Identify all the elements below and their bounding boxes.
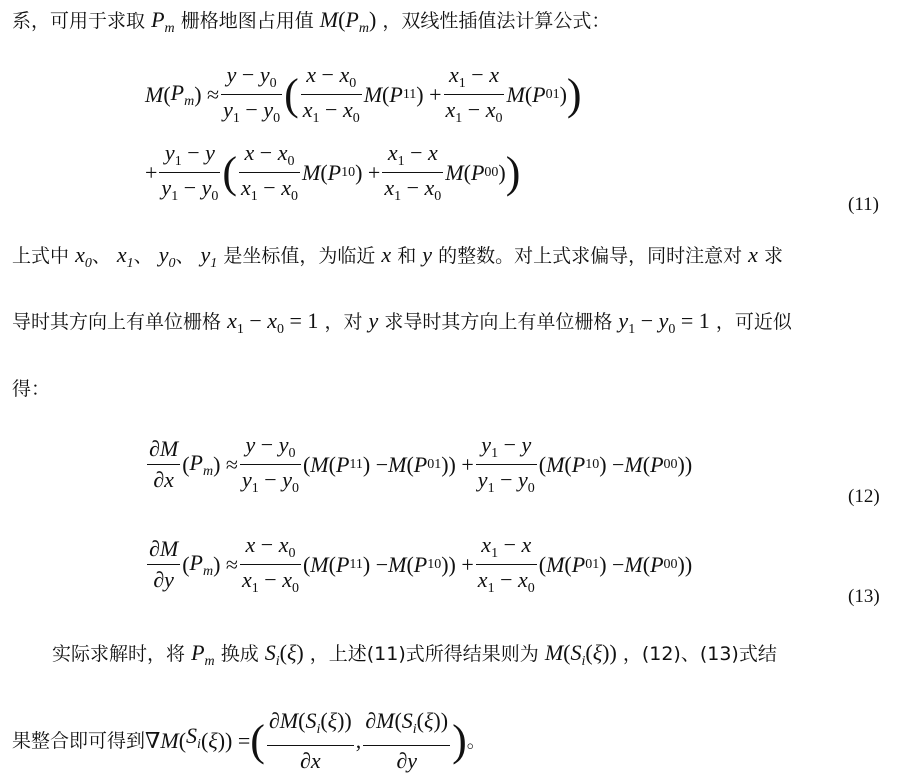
math-inline: x: [381, 242, 392, 267]
math-inline: $S_i(\xi)$: [264, 640, 304, 669]
math-inline: $y_1 - y_0 = 1$: [618, 308, 710, 337]
text-span: ，对: [324, 311, 363, 333]
math-inline: $x_1 - x_0 = 1$: [227, 308, 319, 337]
text-span: ，双线性插值法计算公式：: [382, 10, 611, 32]
text-span: ，上述(11)式所得结果则为: [309, 643, 539, 665]
paragraph-line-4: 得：: [12, 378, 51, 400]
equation-11-line-2: + $\frac{y_1 - y}{y_1 - y_0}$ ( $\frac{x - x_0}{x_1 - x_0}$ M ( P 10 ) + $\frac{x_1 - x}{x_1 - x_0}$ M ( P 00 ) ): [145, 140, 521, 204]
math-inline: y: [368, 308, 379, 333]
text-span: 。: [466, 729, 486, 752]
math-inline: y: [422, 242, 433, 267]
text-span: 换成: [220, 643, 259, 665]
equation-12: $\frac{\partial M}{\partial x}$ ( $P_m$ ) ≈ $\frac{y - y_0}{y_1 - y_0}$ ( M ( P 11 ) − M ( P 01 )) + $\frac{y_1 - y}{y_1 - y_0}$ ( M ( P 10 ) − M ( P 00 )): [149, 432, 693, 496]
equation-11-line-1: M ( $P_m$ ) ≈ $\frac{y - y_0}{y_1 - y_0}$ ( $\frac{x - x_0}{x_1 - x_0}$ M ( P 11 ) + $\frac{x_1 - x}{x_1 - x_0}$ M ( P 01 ) ): [145, 62, 582, 126]
text-span: 导时其方向上有单位栅格: [12, 311, 222, 333]
paragraph-line-3: [12, 309, 792, 342]
paragraph-line-1: [12, 8, 610, 41]
equation-number-11: (11): [848, 194, 879, 215]
text-span: 实际求解时，将: [52, 643, 186, 665]
math-inline: $M(P_m)$: [319, 7, 377, 36]
math-inline: x: [748, 242, 758, 267]
math-inline: $P_m$: [151, 7, 175, 36]
math-inline: $M(S_i(\xi))$: [544, 640, 617, 669]
text-span: ，(12)、(13)式结: [622, 643, 777, 665]
paragraph-line-5: [52, 641, 777, 674]
math-inline: $P_m$: [191, 640, 215, 669]
math-inline: ∇ M ( $S_i$ ( ξ )) = ( $\frac{\partial M(S_i(\xi))}{\partial x}$ , $\frac{\partial M(S_i(\xi))}{\partial y}$ ): [145, 707, 467, 773]
math-inline: $x_1$: [116, 242, 134, 271]
text-span: 是坐标值，为临近: [223, 245, 376, 267]
text-span: 系，可用于求取: [12, 10, 146, 32]
paragraph-line-6: [12, 706, 486, 775]
equation-number-13: (13): [848, 586, 880, 607]
text-span: 求导时其方向上有单位栅格: [384, 311, 613, 333]
equation-number-12: (12): [848, 486, 880, 507]
text-span: 果整合即可得到: [12, 729, 146, 752]
equation-13: $\frac{\partial M}{\partial y}$ ( $P_m$ ) ≈ $\frac{x - x_0}{x_1 - x_0}$ ( M ( P 11 ) − M ( P 10 )) + $\frac{x_1 - x}{x_1 - x_0}$ ( M ( P 01 ) − M ( P 00 )): [149, 532, 693, 596]
text-span: ，可近似: [715, 311, 792, 333]
text-span: 上式中: [12, 245, 70, 267]
text-span: 的整数。对上式求偏导，同时注意对: [438, 245, 743, 267]
text-span: 栅格地图占用值: [180, 10, 314, 32]
math-inline: $y_0$: [158, 242, 176, 271]
math-inline: $x_0$: [75, 242, 92, 271]
math-inline: $y_1$: [200, 242, 218, 271]
text-span: 和: [397, 245, 417, 267]
paragraph-line-2: 上式中 $x_0$、 $x_1$、 $y_0$、 $y_1$ 是坐标值，为临近 x 和 y 的整数。对上式求偏导，同时注意对 x 求: [12, 242, 783, 271]
text-span: 求: [763, 245, 783, 267]
